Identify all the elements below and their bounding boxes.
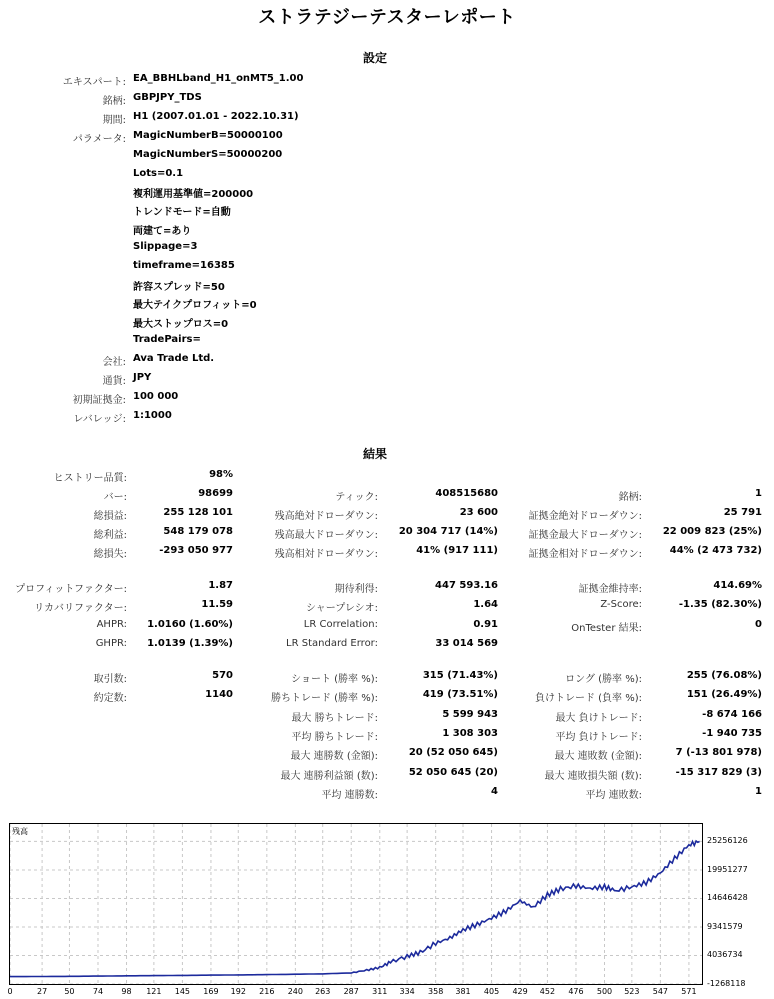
x-tick-label: 240 <box>287 987 303 996</box>
result-value: 414.69% <box>713 580 762 591</box>
result-label: 最大 勝ちトレード: <box>291 713 378 724</box>
result-label: Z-Score: <box>600 599 642 610</box>
result-label: AHPR: <box>96 619 127 630</box>
result-label: 総損失: <box>93 549 127 560</box>
result-value: 22 009 823 (25%) <box>662 526 762 537</box>
result-value: -8 674 166 <box>702 709 762 720</box>
result-value: 255 128 101 <box>163 507 233 518</box>
result-value: 0 <box>755 619 762 630</box>
result-label: 平均 連敗数: <box>585 790 642 801</box>
settings-value: MagicNumberS=50000200 <box>133 149 283 160</box>
result-label: LR Correlation: <box>303 619 378 630</box>
result-label: 証拠金相対ドローダウン: <box>528 549 642 560</box>
result-value: 1 <box>755 786 762 797</box>
result-label: OnTester 結果: <box>571 623 642 634</box>
settings-value: Ava Trade Ltd. <box>133 353 215 364</box>
result-value: 11.59 <box>201 599 233 610</box>
settings-value: 最大テイクプロフィット=0 <box>133 300 257 311</box>
result-value: 151 (26.49%) <box>686 689 762 700</box>
settings-value: Slippage=3 <box>133 241 198 252</box>
result-value: 1.87 <box>208 580 233 591</box>
result-label: 期待利得: <box>334 584 378 595</box>
result-label: 証拠金最大ドローダウン: <box>528 530 642 541</box>
settings-value: 両建て=あり <box>133 226 192 237</box>
result-value: 1.64 <box>473 599 498 610</box>
result-label: 最大 連敗損失額 (数): <box>544 771 642 782</box>
results-heading: 結果 <box>362 447 387 461</box>
x-tick-label: 192 <box>230 987 246 996</box>
result-label: 負けトレード (負率 %): <box>534 693 642 704</box>
result-label: 平均 負けトレード: <box>555 732 642 743</box>
x-tick-label: 476 <box>568 987 584 996</box>
settings-value: H1 (2007.01.01 - 2022.10.31) <box>133 111 299 122</box>
result-value: 23 600 <box>459 507 498 518</box>
result-value: 315 (71.43%) <box>422 670 498 681</box>
result-label: 証拠金維持率: <box>578 584 642 595</box>
result-value: 548 179 078 <box>163 526 233 537</box>
result-label: 銘柄: <box>618 492 642 503</box>
x-tick-label: 571 <box>681 987 697 996</box>
result-value: 44% (2 473 732) <box>669 545 762 556</box>
result-label: 総損益: <box>93 511 127 522</box>
result-label: シャープレシオ: <box>305 603 378 614</box>
x-tick-label: 50 <box>64 987 75 996</box>
x-tick-label: 145 <box>174 987 191 996</box>
settings-label: 会社: <box>102 357 126 368</box>
result-value: 4 <box>491 786 498 797</box>
result-value: 98699 <box>198 488 233 499</box>
settings-value: JPY <box>133 372 152 383</box>
result-label: GHPR: <box>95 638 127 649</box>
settings-value: 100 000 <box>133 391 179 402</box>
result-label: 証拠金絶対ドローダウン: <box>528 511 642 522</box>
settings-value: Lots=0.1 <box>133 168 184 179</box>
x-tick-label: 311 <box>372 987 388 996</box>
result-label: リカバリファクター: <box>34 603 127 614</box>
result-label: 総利益: <box>93 530 127 541</box>
x-tick-label: 405 <box>483 987 500 996</box>
x-tick-label: 452 <box>539 987 556 996</box>
result-label: 最大 連敗数 (金額): <box>554 751 642 762</box>
y-tick-label: 4036734 <box>707 950 743 960</box>
result-label: 取引数: <box>93 674 127 685</box>
result-value: 1.0160 (1.60%) <box>147 619 233 630</box>
settings-label: 通貨: <box>102 376 126 387</box>
result-label: 最大 負けトレード: <box>555 713 642 724</box>
settings-value: TradePairs= <box>133 334 201 345</box>
result-value: 98% <box>209 469 233 480</box>
report-title: ストラテジーテスターレポート <box>258 7 516 28</box>
result-value: 25 791 <box>723 507 762 518</box>
result-label: 勝ちトレード (勝率 %): <box>270 693 378 704</box>
settings-label: 期間: <box>102 115 126 126</box>
x-tick-label: 263 <box>315 987 331 996</box>
result-label: 平均 連勝数: <box>321 790 378 801</box>
settings-label: 初期証拠金: <box>72 395 126 406</box>
result-label: ショート (勝率 %): <box>291 674 378 685</box>
result-value: 419 (73.51%) <box>422 689 498 700</box>
result-value: 570 <box>212 670 233 681</box>
settings-label: 銘柄: <box>102 96 126 107</box>
settings-label: パラメータ: <box>72 134 126 145</box>
settings-label: エキスパート: <box>62 77 126 88</box>
y-tick-label: 25256126 <box>707 836 748 846</box>
result-value: 52 050 645 (20) <box>408 767 498 778</box>
x-tick-label: 0 <box>7 987 13 996</box>
result-label: 残高最大ドローダウン: <box>274 530 378 541</box>
result-label: 平均 勝ちトレード: <box>291 732 378 743</box>
result-value: -15 317 829 (3) <box>675 767 762 778</box>
x-tick-label: 121 <box>146 987 162 996</box>
result-value: 41% (917 111) <box>416 545 498 556</box>
result-value: 5 599 943 <box>442 709 498 720</box>
result-value: 7 (-13 801 978) <box>675 747 762 758</box>
settings-value: timeframe=16385 <box>133 260 235 271</box>
result-label: 残高相対ドローダウン: <box>274 549 378 560</box>
x-tick-label: 169 <box>203 987 219 996</box>
x-tick-label: 98 <box>121 987 132 996</box>
result-label: ティック: <box>335 492 378 503</box>
settings-value: トレンドモード=自動 <box>133 207 231 218</box>
result-value: 20 304 717 (14%) <box>398 526 498 537</box>
y-tick-label: 19951277 <box>707 864 748 874</box>
y-tick-label: -1268118 <box>707 979 746 988</box>
result-value: 1 308 303 <box>442 728 498 739</box>
x-tick-label: 74 <box>92 987 104 996</box>
x-tick-label: 429 <box>512 987 528 996</box>
result-value: 447 593.16 <box>435 580 498 591</box>
settings-value: 1:1000 <box>133 410 172 421</box>
x-tick-label: 500 <box>596 987 613 996</box>
result-label: 最大 連勝利益額 (数): <box>280 771 378 782</box>
result-value: 1140 <box>205 689 233 700</box>
result-value: 255 (76.08%) <box>686 670 762 681</box>
x-tick-label: 547 <box>652 987 669 996</box>
x-tick-label: 27 <box>37 987 48 996</box>
settings-value: GBPJPY_TDS <box>133 92 202 103</box>
x-tick-label: 358 <box>428 987 444 996</box>
y-tick-label: 14646428 <box>707 893 748 903</box>
result-value: 1 <box>755 488 762 499</box>
result-label: 約定数: <box>93 693 127 704</box>
result-label: 残高絶対ドローダウン: <box>274 511 378 522</box>
result-label: ロング (勝率 %): <box>565 674 642 685</box>
result-label: バー: <box>103 492 127 503</box>
result-label: LR Standard Error: <box>286 638 378 649</box>
result-value: 33 014 569 <box>435 638 498 649</box>
settings-value: EA_BBHLband_H1_onMT5_1.00 <box>133 73 304 84</box>
x-tick-label: 216 <box>259 987 275 996</box>
x-tick-label: 287 <box>343 987 359 996</box>
balance-chart <box>10 824 702 984</box>
result-label: ヒストリー品質: <box>53 473 127 484</box>
settings-value: MagicNumberB=50000100 <box>133 130 283 141</box>
x-tick-label: 381 <box>455 987 471 996</box>
result-value: -1 940 735 <box>702 728 762 739</box>
settings-value: 複利運用基準値=200000 <box>133 189 254 200</box>
result-value: -1.35 (82.30%) <box>678 599 762 610</box>
result-value: 20 (52 050 645) <box>408 747 498 758</box>
settings-value: 許容スプレッド=50 <box>133 282 225 293</box>
settings-label: レバレッジ: <box>73 414 126 425</box>
balance-chart-frame <box>9 823 703 985</box>
x-tick-label: 334 <box>399 987 415 996</box>
result-value: 1.0139 (1.39%) <box>147 638 233 649</box>
result-value: 408515680 <box>435 488 498 499</box>
settings-value: 最大ストップロス=0 <box>133 319 229 330</box>
y-tick-label: 9341579 <box>707 921 743 931</box>
result-label: 最大 連勝数 (金額): <box>290 751 378 762</box>
result-value: -293 050 977 <box>159 545 233 556</box>
x-tick-label: 523 <box>624 987 640 996</box>
result-label: プロフィットファクター: <box>15 584 127 595</box>
result-value: 0.91 <box>473 619 498 630</box>
balance-series-line <box>10 841 700 977</box>
settings-heading: 設定 <box>362 51 387 65</box>
chart-series-label: 残高 <box>12 827 28 836</box>
